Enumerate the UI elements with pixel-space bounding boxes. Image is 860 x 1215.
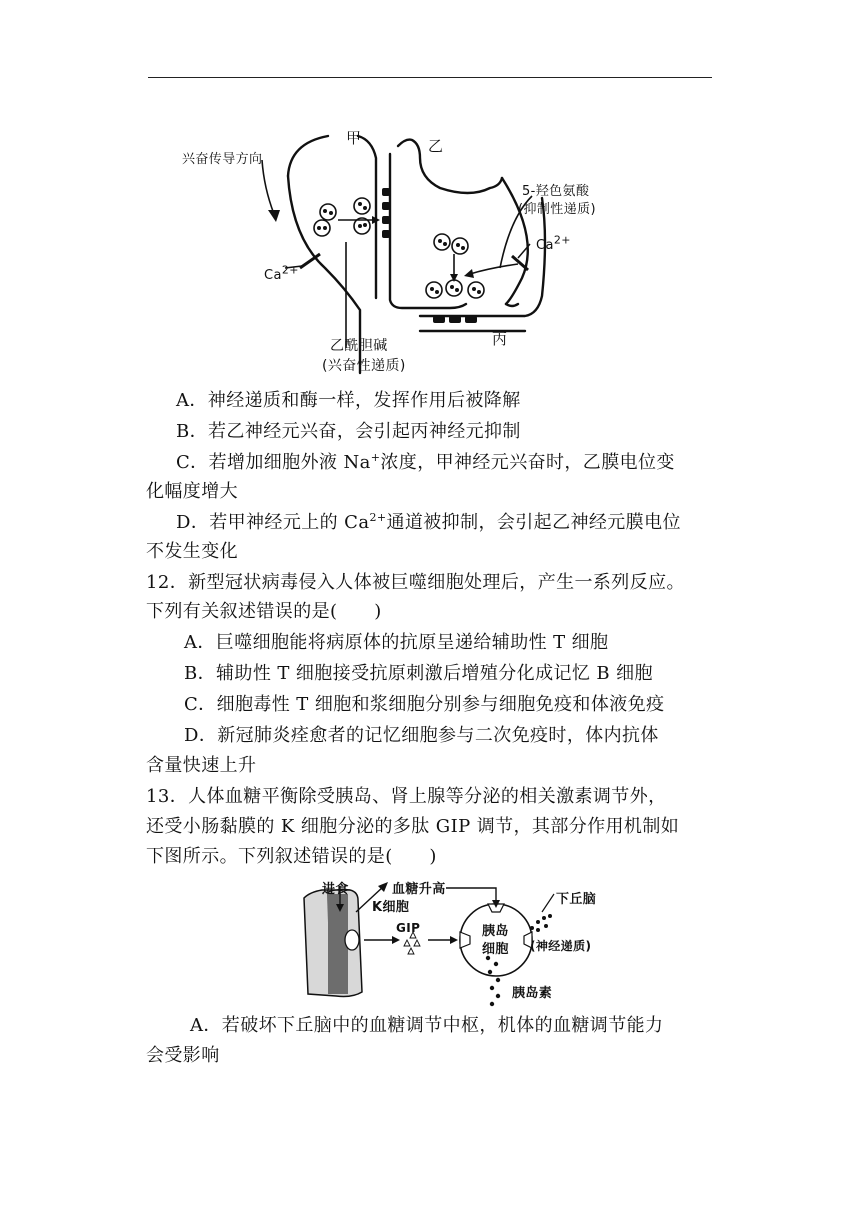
q11-option-c-cont: 化幅度增大 [146, 481, 238, 502]
q11-option-c: C．若增加细胞外液 Na+浓度，甲神经元兴奋时，乙膜电位变 [176, 451, 675, 473]
q13-option-a-cont: 会受影响 [146, 1045, 220, 1066]
q13-option-a: A．若破坏下丘脑中的血糖调节中枢，机体的血糖调节能力 [190, 1015, 664, 1036]
q13-stem-cont2: 下图所示。下列叙述错误的是( ) [146, 846, 437, 867]
label-hypothalamus: 下丘脑 [556, 892, 597, 907]
q12-option-c: C．细胞毒性 T 细胞和浆细胞分别参与细胞免疫和体液免疫 [184, 694, 665, 715]
label-gip: GIP [396, 921, 421, 935]
q11-option-a: A．神经递质和酶一样，发挥作用后被降解 [176, 390, 521, 411]
q11-option-b: B．若乙神经元兴奋，会引起丙神经元抑制 [176, 421, 521, 442]
label-bing: 丙 [492, 330, 508, 348]
q13-stem: 13．人体血糖平衡除受胰岛、肾上腺等分泌的相关激素调节外， [146, 786, 667, 807]
label-ca-right: $Ca^{2+}$ [536, 233, 571, 253]
label-acetylcholine-note: (兴奋性递质) [322, 358, 406, 374]
label-insulin: 胰岛素 [512, 986, 553, 1001]
label-islet-1: 胰岛 [482, 924, 509, 939]
label-direction: 兴奋传导方向 [182, 152, 263, 167]
label-islet-2: 细胞 [482, 942, 509, 957]
label-k-cell: K细胞 [372, 900, 410, 915]
q12-stem-cont: 下列有关叙述错误的是( ) [146, 601, 382, 622]
q12-option-b: B．辅助性 T 细胞接受抗原刺激后增殖分化成记忆 B 细胞 [184, 663, 653, 684]
label-neurotransmitter: (神经递质) [530, 939, 592, 953]
q11-option-d-cont: 不发生变化 [146, 541, 238, 562]
q11-option-d: D．若甲神经元上的 $Ca^{2+}$通道被抑制，会引起乙神经元膜电位 [176, 511, 681, 533]
label-glucose-up: 血糖升高 [392, 882, 446, 897]
label-ca-left: $Ca^{2+}$ [264, 263, 299, 283]
label-jia: 甲 [346, 129, 362, 147]
label-yi: 乙 [428, 137, 444, 155]
q12-option-d-cont: 含量快速上升 [146, 755, 257, 776]
label-serotonin: 5-羟色氨酸 [522, 184, 590, 199]
q13-stem-cont1: 还受小肠黏膜的 K 细胞分泌的多肽 GIP 调节，其部分作用机制如 [146, 816, 680, 837]
label-eat: 进食 [322, 882, 349, 897]
q12-option-a: A．巨噬细胞能将病原体的抗原呈递给辅助性 T 细胞 [184, 632, 609, 653]
q12-option-d: D．新冠肺炎痊愈者的记忆细胞参与二次免疫时，体内抗体 [184, 725, 659, 746]
header-rule [148, 77, 712, 78]
q12-stem: 12．新型冠状病毒侵入人体被巨噬细胞处理后，产生一系列反应。 [146, 572, 685, 593]
label-serotonin-note: (抑制性递质) [518, 202, 596, 217]
label-acetylcholine: 乙酰胆碱 [330, 338, 388, 354]
